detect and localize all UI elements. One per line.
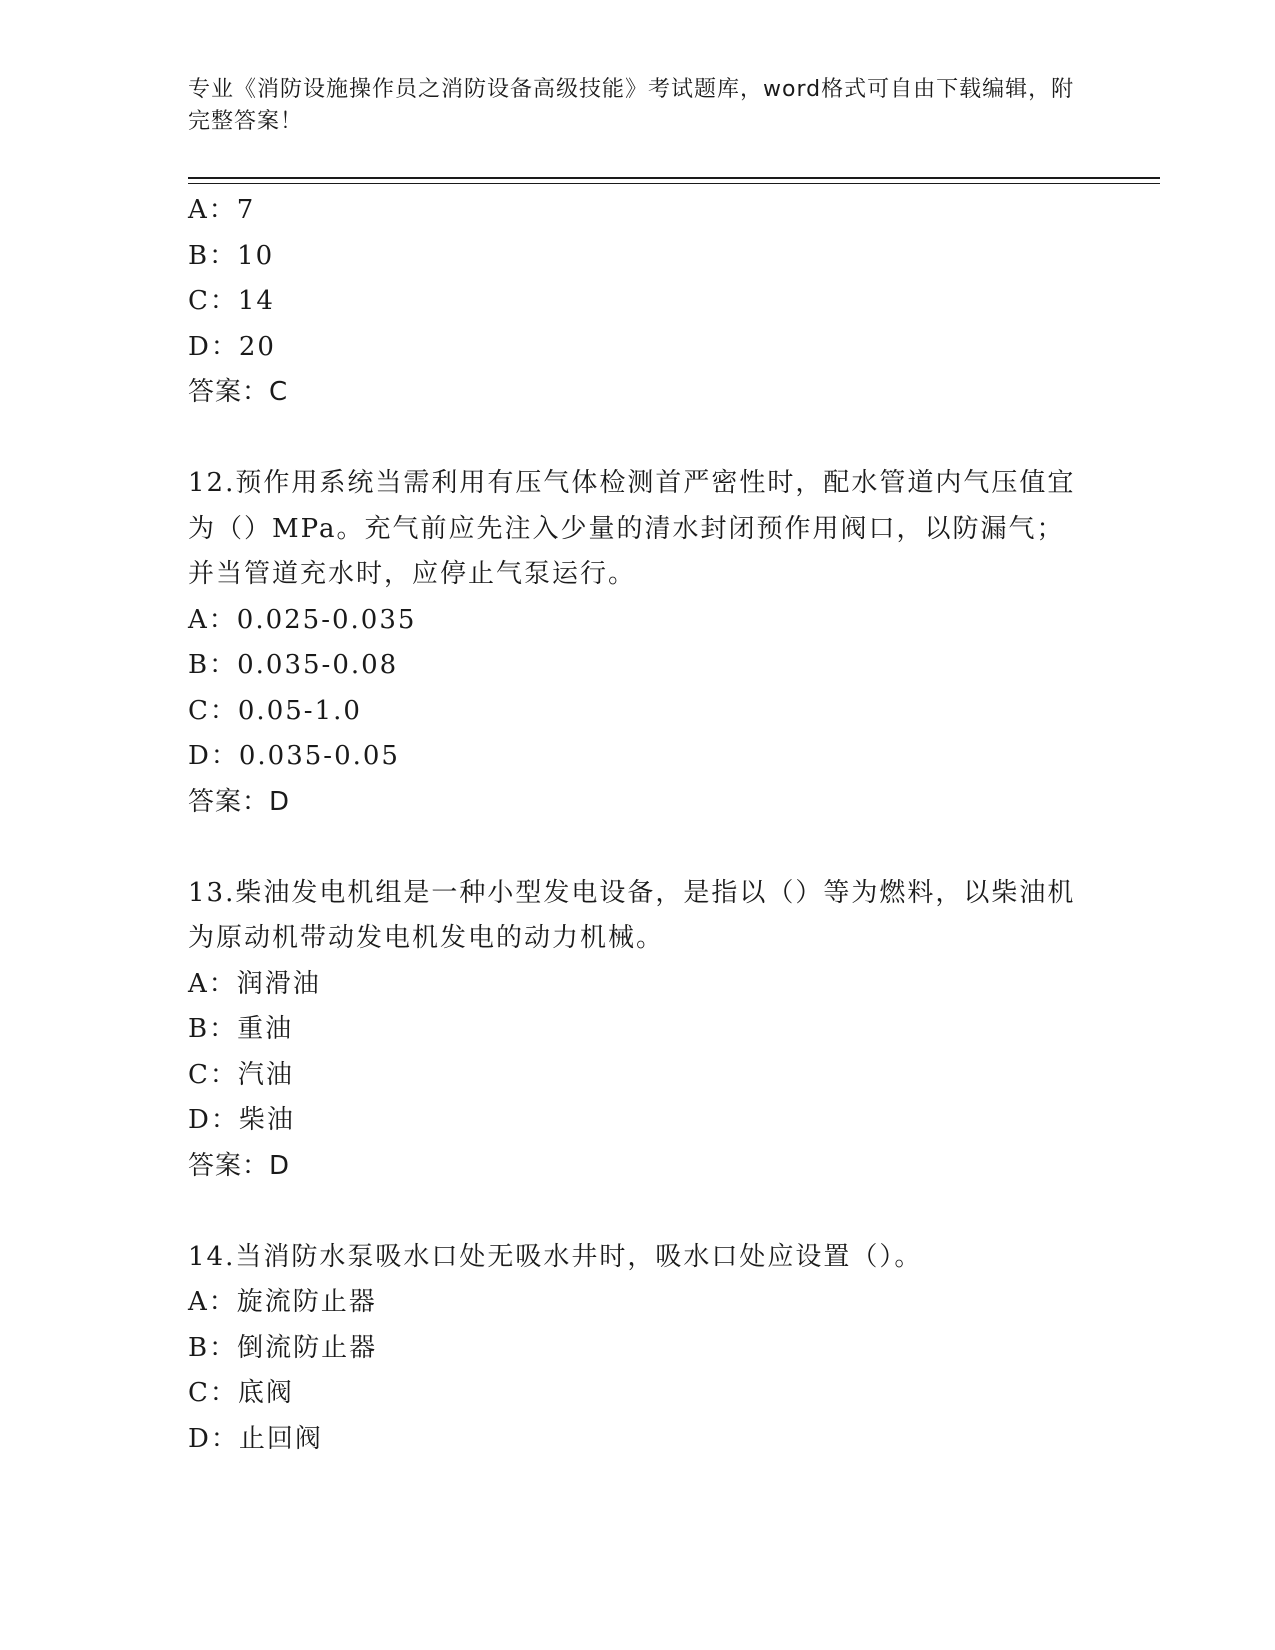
option-b: B：重油 xyxy=(188,1014,294,1044)
option-c: C：0.05-1.0 xyxy=(188,695,362,726)
question-12 xyxy=(188,461,1088,825)
option-a: A：0.025-0.035 xyxy=(188,604,417,635)
spacer xyxy=(188,416,1088,462)
header-divider xyxy=(188,177,1160,179)
option-a: A：旋流防止器 xyxy=(188,1287,377,1317)
option-a: A：润滑油 xyxy=(188,968,321,999)
question-stem: 13.柴油发电机组是一种小型发电设备，是指以（）等为燃料，以柴油机为原动机带动发电机发电的动力机械。 xyxy=(188,877,1076,953)
option-c: C：14 xyxy=(188,286,275,316)
option-b: B：10 xyxy=(188,240,275,271)
option-c: C：底阀 xyxy=(188,1378,294,1408)
header-divider-thin xyxy=(188,183,1160,184)
spacer xyxy=(188,1189,1088,1235)
question-11-continued xyxy=(188,188,1088,416)
spacer xyxy=(188,825,1088,871)
answer-line: 答案：C xyxy=(188,377,289,407)
answer-line: 答案：D xyxy=(188,1150,291,1181)
option-b: B：倒流防止器 xyxy=(188,1332,378,1363)
option-d: D：止回阀 xyxy=(188,1423,323,1454)
question-14 xyxy=(188,1235,1088,1463)
option-d: D：20 xyxy=(188,331,276,362)
option-d: D：柴油 xyxy=(188,1105,295,1135)
document-header: 专业《消防设施操作员之消防设备高级技能》考试题库，word格式可自由下载编辑，附完整答案！ xyxy=(188,77,1075,134)
question-stem: 12.预作用系统当需利用有压气体检测首严密性时，配水管道内气压值宜为（）MPa。充气前应先注入少量的清水封闭预作用阀口，以防漏气；并当管道充水时，应停止气泵运行。 xyxy=(188,468,1076,589)
option-d: D：0.035-0.05 xyxy=(188,741,400,771)
question-stem: 14.当消防水泵吸水口处无吸水井时，吸水口处应设置（）。 xyxy=(188,1241,923,1272)
option-a: A：7 xyxy=(188,195,256,225)
option-c: C：汽油 xyxy=(188,1059,294,1090)
question-content xyxy=(188,188,1088,1462)
option-b: B：0.035-0.08 xyxy=(188,650,399,680)
question-13 xyxy=(188,871,1088,1190)
answer-line: 答案：D xyxy=(188,786,291,817)
